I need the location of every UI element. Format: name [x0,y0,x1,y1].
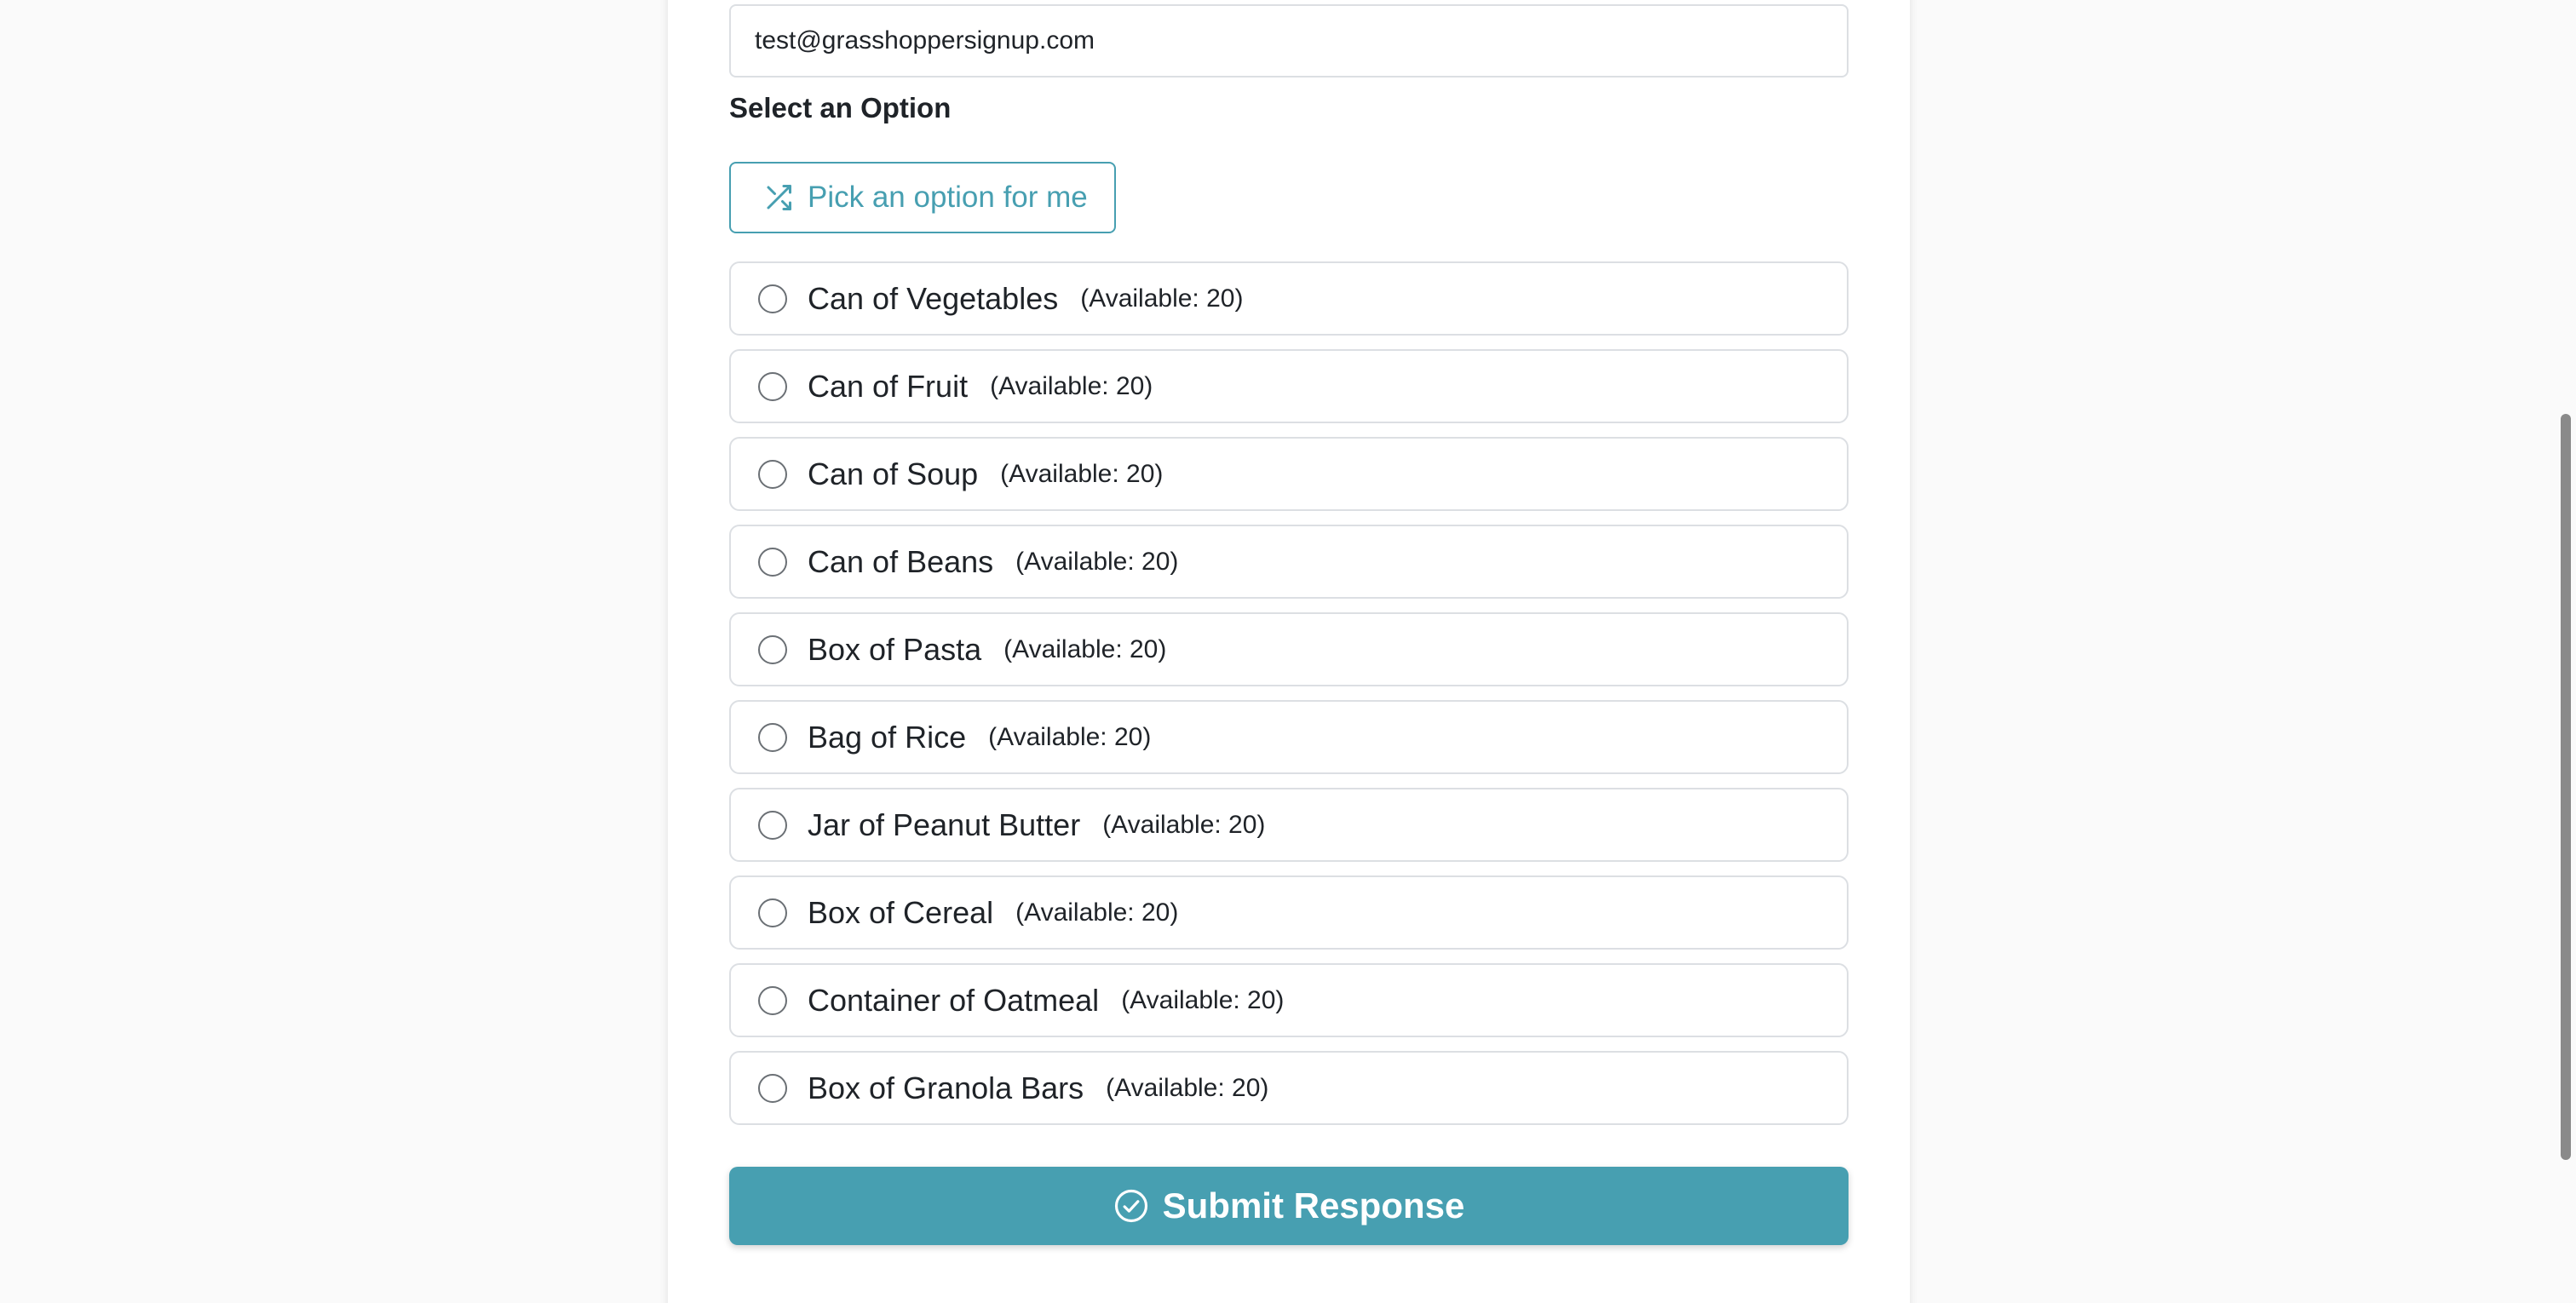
option-name: Can of Fruit [808,368,969,404]
option-bag-of-rice[interactable] [729,700,1849,774]
option-can-of-soup[interactable] [729,437,1849,511]
option-box-of-pasta[interactable] [729,612,1849,686]
radio-button[interactable] [758,986,787,1015]
option-availability: (Available: 20) [1003,634,1167,663]
scrollbar-thumb[interactable] [2561,414,2571,1160]
option-availability: (Available: 20) [988,722,1152,751]
radio-button[interactable] [758,723,787,752]
option-name: Can of Vegetables [808,280,1059,316]
option-availability: (Available: 20) [1000,459,1164,488]
option-availability: (Available: 20) [1106,1073,1269,1102]
option-name: Can of Beans [808,543,994,579]
option-availability: (Available: 20) [990,371,1153,400]
option-name: Box of Granola Bars [808,1070,1084,1105]
option-can-of-fruit[interactable] [729,349,1849,423]
radio-button[interactable] [758,284,787,313]
option-name: Jar of Peanut Butter [808,806,1081,842]
select-option-label: Select an Option [729,92,952,123]
scrollbar-track[interactable] [2556,0,2576,1303]
option-availability: (Available: 20) [1015,547,1179,576]
email-field[interactable] [729,4,1849,77]
option-box-of-granola-bars[interactable] [729,1051,1849,1125]
radio-button[interactable] [758,460,787,489]
email-field-value: test@grasshoppersignup.com [755,26,1095,55]
option-name: Container of Oatmeal [808,982,1100,1018]
submit-response-label: Submit Response [1162,1185,1465,1226]
option-list [729,261,1849,1139]
radio-button[interactable] [758,898,787,927]
shuffle-icon [763,182,794,213]
option-jar-of-peanut-butter[interactable] [729,788,1849,862]
pick-option-for-me-label: Pick an option for me [808,181,1088,214]
option-availability: (Available: 20) [1015,898,1179,927]
radio-button[interactable] [758,811,787,840]
option-name: Can of Soup [808,456,979,491]
option-box-of-cereal[interactable] [729,875,1849,950]
radio-button[interactable] [758,372,787,401]
option-can-of-vegetables[interactable] [729,261,1849,336]
signup-card [668,0,1910,1303]
option-name: Bag of Rice [808,719,967,755]
radio-button[interactable] [758,635,787,664]
option-can-of-beans[interactable] [729,525,1849,599]
submit-response-button[interactable] [729,1167,1849,1245]
option-availability: (Available: 20) [1102,810,1266,839]
option-availability: (Available: 20) [1080,284,1244,313]
option-name: Box of Cereal [808,894,994,930]
option-container-of-oatmeal[interactable] [729,963,1849,1037]
radio-button[interactable] [758,1074,787,1103]
option-availability: (Available: 20) [1121,985,1285,1014]
radio-button[interactable] [758,548,787,577]
pick-option-for-me-button[interactable] [729,162,1116,233]
check-circle-icon [1113,1188,1149,1224]
option-name: Box of Pasta [808,631,982,667]
